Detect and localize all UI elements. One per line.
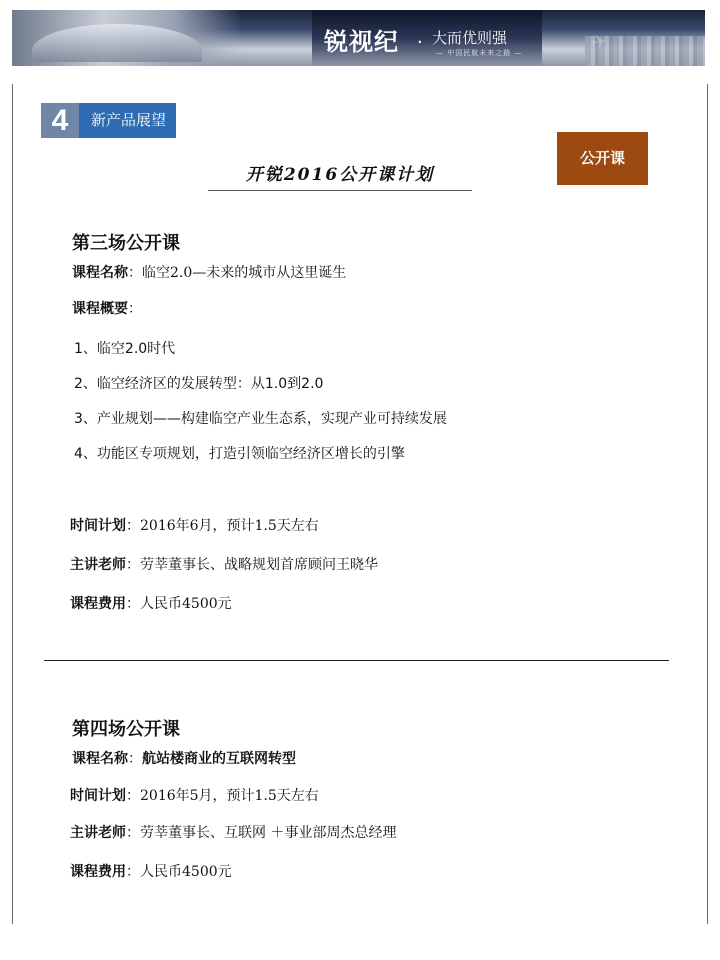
course3-time-row: 时间计划：2016年6月，预计1.5天左右 [70,518,319,534]
course4-teacher-value: 劳莘董事长、互联网 ＋事业部周杰总经理 [140,825,397,841]
city-skyline-image [585,36,705,66]
section-badge [41,103,176,138]
header-banner [12,10,705,66]
course3-overview-label: 课程概要 [72,301,128,317]
banner-slogan: 大而优则强 [432,29,508,47]
course4-fee-row: 课程费用：人民币4500元 [70,864,232,880]
course4-teacher-label: 主讲老师 [70,825,126,841]
course4-name-value: 航站楼商业的互联网转型 [142,751,296,767]
course4-fee-value: 人民币4500元 [140,864,232,880]
course3-name-value: 临空2.0—未来的城市从这里诞生 [142,265,347,281]
course3-fee-value: 人民币4500元 [140,596,232,612]
course3-overview-item: 3、产业规划——构建临空产业生态系，实现产业可持续发展 [74,411,447,427]
course4-fee-label: 课程费用 [70,864,126,880]
course3-fee-label: 课程费用 [70,596,126,612]
course3-teacher-row: 主讲老师：劳莘董事长、战略规划首席顾问王晓华 [70,557,378,573]
course3-overview-item: 2、临空经济区的发展转型：从1.0到2.0 [74,376,324,392]
course4-heading: 第四场公开课 [72,719,180,740]
course4-teacher-row: 主讲老师：劳莘董事长、互联网 ＋事业部周杰总经理 [70,825,397,841]
course3-fee-row: 课程费用：人民币4500元 [70,596,232,612]
brand-logo-text: 锐视纪 [324,27,399,56]
course3-overview-item: 1、临空2.0时代 [74,341,176,357]
section-label: 新产品展望 [79,103,176,138]
course4-time-row: 时间计划：2016年5月，预计1.5天左右 [70,788,319,804]
course3-teacher-label: 主讲老师 [70,557,126,573]
course4-name-row [72,748,296,768]
course4-name-label: 课程名称 [72,751,128,767]
course3-name-sep: ： [128,265,142,281]
section-divider [44,660,669,661]
course3-name-row [72,262,346,282]
left-border [12,84,13,924]
right-border [707,84,708,924]
course3-overview-item: 4、功能区专项规划，打造引领临空经济区增长的引擎 [74,446,405,462]
section-number: 4 [41,103,79,138]
course3-name-label: 课程名称 [72,265,128,281]
course3-overview-row [72,298,142,318]
category-tag: 公开课 [557,132,648,185]
course3-overview-sep: ： [128,301,142,317]
title-underline [208,190,472,191]
course3-teacher-value: 劳莘董事长、战略规划首席顾问王晓华 [140,557,378,573]
course4-time-value: 2016年5月，预计1.5天左右 [140,788,319,804]
course4-name-sep: ： [128,751,142,767]
plan-title: 开锐2016公开课计划 [245,165,435,185]
course3-heading: 第三场公开课 [72,233,180,254]
course4-time-label: 时间计划 [70,788,126,804]
banner-dot: · [417,32,423,53]
course3-time-value: 2016年6月，预计1.5天左右 [140,518,319,534]
course3-time-label: 时间计划 [70,518,126,534]
banner-subtitle: — 中国民航未来之路 — [436,49,523,57]
